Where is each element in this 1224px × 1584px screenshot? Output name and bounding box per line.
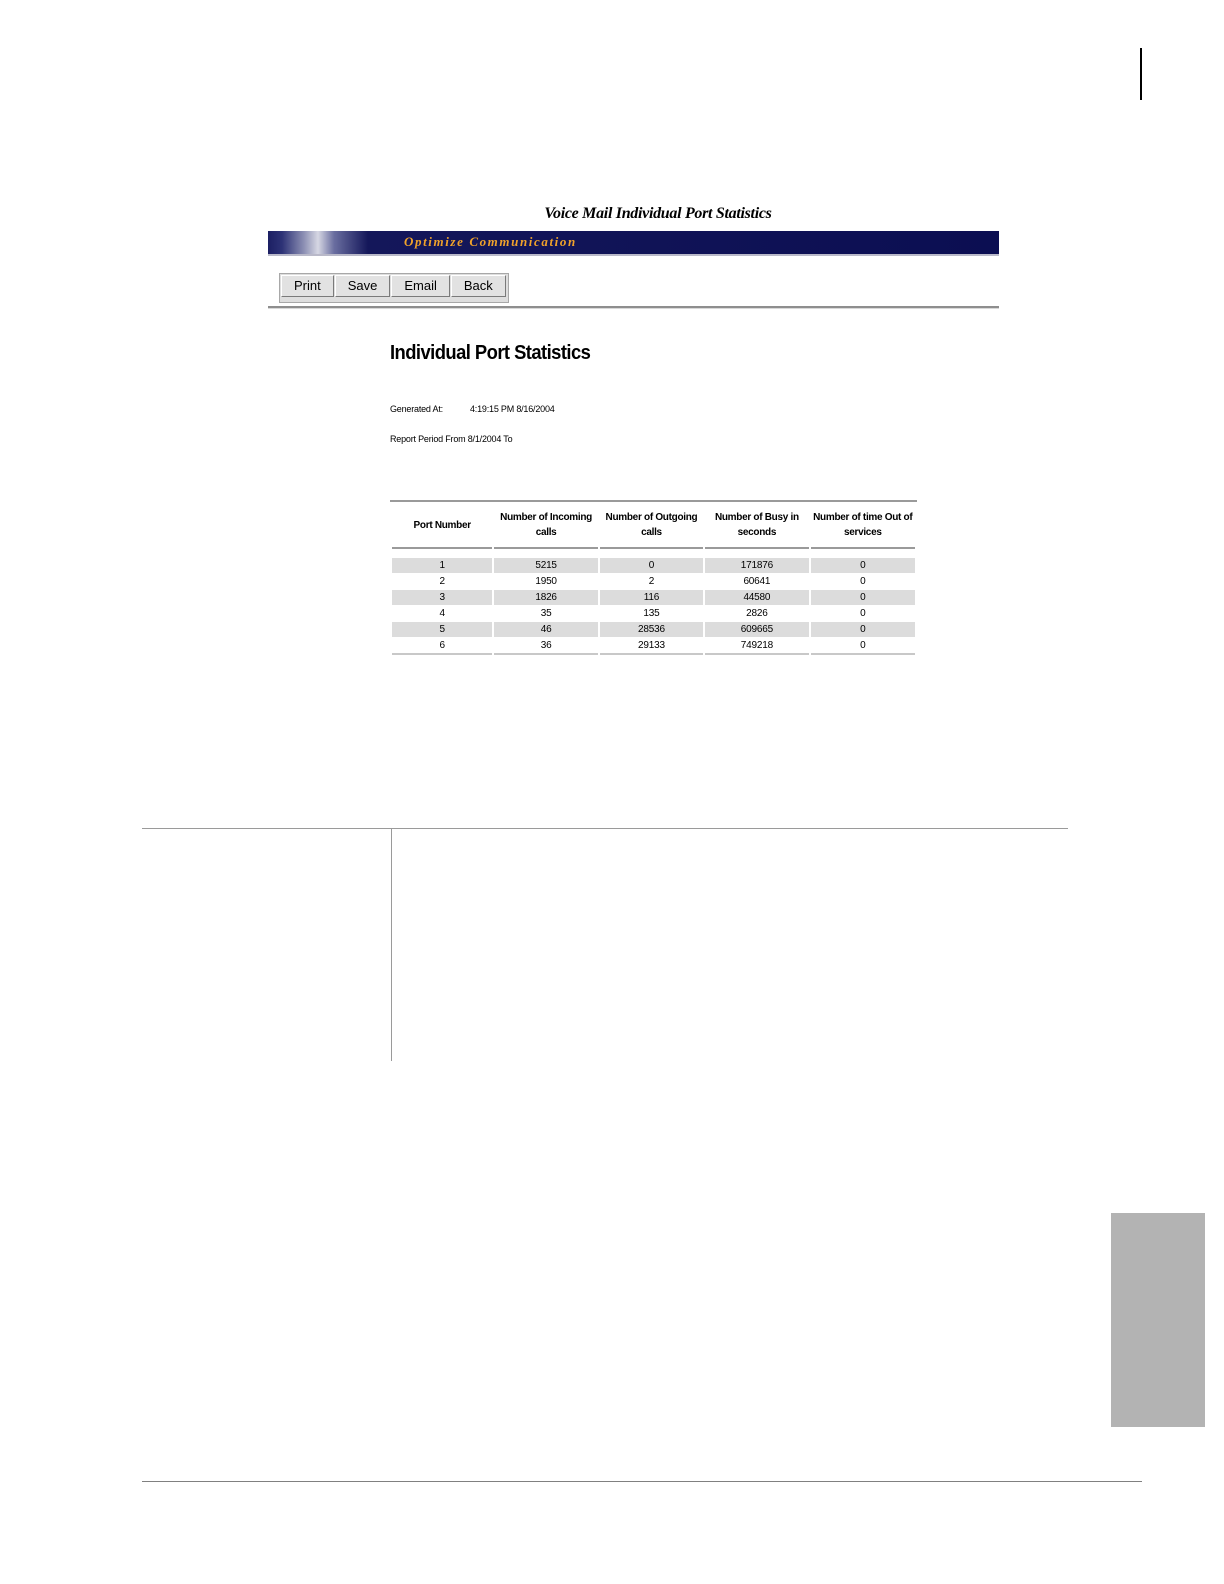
table-cell: 749218 [705, 638, 808, 655]
table-cell: 135 [600, 606, 703, 622]
table-cell: 36 [494, 638, 597, 655]
table-cell: 609665 [705, 622, 808, 638]
table-cell: 1826 [494, 590, 597, 606]
header-banner [268, 231, 999, 256]
table-row [392, 606, 915, 622]
top-rule [1140, 48, 1142, 100]
table-cell: 44580 [705, 590, 808, 606]
generated-at-value: 4:19:15 PM 8/16/2004 [470, 404, 555, 414]
table-row [392, 638, 915, 655]
table-cell: 2826 [705, 606, 808, 622]
table-cell: 0 [811, 622, 915, 638]
table-cell: 60641 [705, 574, 808, 590]
table-cell: 0 [811, 638, 915, 655]
table-cell: 1950 [494, 574, 597, 590]
report-period: Report Period From 8/1/2004 To [390, 434, 513, 444]
table-cell: 116 [600, 590, 703, 606]
table-cell: 171876 [705, 558, 808, 574]
table-cell: 46 [494, 622, 597, 638]
table-row [392, 574, 915, 590]
column-header-port-number: Port Number [392, 502, 492, 549]
table-cell: 5215 [494, 558, 597, 574]
table-cell: 2 [600, 574, 703, 590]
table-cell: 6 [392, 638, 492, 655]
column-header-out-of-service: Number of time Out of services [811, 502, 915, 549]
table-row [392, 590, 915, 606]
table-cell: 0 [811, 606, 915, 622]
save-button[interactable]: Save [335, 275, 391, 297]
table-cell: 1 [392, 558, 492, 574]
table-cell: 5 [392, 622, 492, 638]
report-toolbar [279, 273, 509, 303]
table-cell: 0 [811, 574, 915, 590]
table-spacer [392, 549, 915, 558]
table-row [392, 622, 915, 638]
table-cell: 0 [600, 558, 703, 574]
print-button[interactable]: Print [281, 275, 334, 297]
table-cell: 3 [392, 590, 492, 606]
banner-tagline: Optimize Communication [404, 234, 577, 249]
figure-caption: Voice Mail Individual Port Statistics [544, 205, 772, 222]
column-header-incoming-calls: Number of Incoming calls [494, 502, 597, 549]
table-cell: 4 [392, 606, 492, 622]
table-cell: 35 [494, 606, 597, 622]
chapter-tab [1111, 1213, 1205, 1427]
column-header-outgoing-calls: Number of Outgoing calls [600, 502, 703, 549]
report-window [268, 231, 999, 661]
table-row [392, 558, 915, 574]
back-button[interactable]: Back [451, 275, 506, 297]
table-header-row [392, 502, 915, 549]
report-title: Individual Port Statistics [390, 342, 591, 364]
section-divider [142, 828, 1068, 829]
column-header-busy-seconds: Number of Busy in seconds [705, 502, 808, 549]
table-cell: 0 [811, 558, 915, 574]
table-cell: 0 [811, 590, 915, 606]
column-divider [391, 829, 392, 1061]
table-cell: 29133 [600, 638, 703, 655]
footer-rule [142, 1481, 1142, 1482]
table-cell: 28536 [600, 622, 703, 638]
generated-at-label: Generated At: [390, 404, 443, 414]
table-cell: 2 [392, 574, 492, 590]
email-button[interactable]: Email [391, 275, 450, 297]
toolbar-divider [268, 306, 999, 309]
port-statistics-table [390, 500, 917, 655]
